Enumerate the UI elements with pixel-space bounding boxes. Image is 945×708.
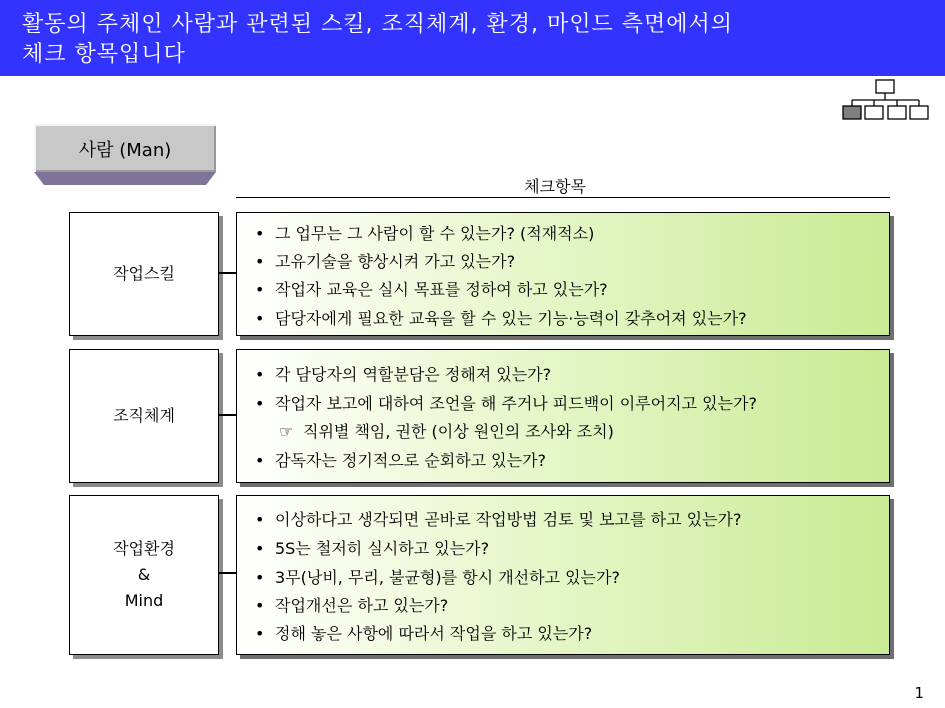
- list-item: • 감독자는 정기적으로 순회하고 있는가?: [255, 449, 546, 473]
- org-chart-icon: [842, 79, 930, 121]
- list-subitem: ☞ 직위별 책임, 권한 (이상 원인의 조사와 조치): [279, 420, 614, 444]
- connector-environment-mind: [219, 572, 236, 574]
- list-item: • 그 업무는 그 사람이 할 수 있는가? (적재적소): [255, 222, 594, 246]
- bullet: •: [255, 624, 265, 643]
- bullet: •: [255, 280, 265, 299]
- pointer-icon: ☞: [279, 422, 294, 441]
- list-item: • 작업개선은 하고 있는가?: [255, 594, 448, 618]
- list-item: • 고유기술을 향상시켜 가고 있는가?: [255, 250, 515, 274]
- bullet: •: [255, 451, 265, 470]
- category-environment-mind: [69, 495, 219, 655]
- category-organization-label: 조직체계: [113, 406, 175, 425]
- bullet: •: [255, 365, 265, 384]
- bullet: •: [255, 394, 265, 413]
- list-item: • 작업자 보고에 대하여 조언을 해 주거나 피드백이 이루어지고 있는가?: [255, 392, 757, 416]
- title-line-2: 체크 항목입니다: [22, 42, 186, 67]
- category-skill-label: 작업스킬: [113, 264, 175, 283]
- man-label-base: [34, 172, 216, 185]
- bullet: •: [255, 224, 265, 243]
- connector-skill: [219, 272, 236, 274]
- checklist-skill: [236, 212, 890, 336]
- category-organization: [69, 349, 219, 483]
- checklist-organization: [236, 349, 890, 483]
- check-header-underline: [236, 197, 890, 198]
- connector-organization: [219, 414, 236, 416]
- bullet: •: [255, 309, 265, 328]
- list-item: • 정해 놓은 사항에 따라서 작업을 하고 있는가?: [255, 622, 592, 646]
- bullet: •: [255, 539, 265, 558]
- list-item: • 이상하다고 생각되면 곧바로 작업방법 검토 및 보고를 하고 있는가?: [255, 508, 742, 532]
- man-label: 사람 (Man): [78, 140, 172, 161]
- category-environment-mind-label: 작업환경 & Mind: [113, 539, 175, 610]
- bullet: •: [255, 252, 265, 271]
- man-label-box: [34, 124, 216, 172]
- title-line-1: 활동의 주체인 사람과 관련된 스킬, 조직체계, 환경, 마인드 측면에서의: [22, 12, 733, 37]
- bullet: •: [255, 596, 265, 615]
- list-item: • 5S는 철저히 실시하고 있는가?: [255, 537, 489, 561]
- category-skill: [69, 212, 219, 336]
- slide-title: [22, 10, 922, 70]
- bullet: •: [255, 510, 265, 529]
- list-item: • 각 담당자의 역할분담은 정해져 있는가?: [255, 363, 551, 387]
- list-item: • 담당자에게 필요한 교육을 할 수 있는 기능·능력이 갖추어져 있는가?: [255, 307, 747, 331]
- checklist-environment-mind: [236, 495, 890, 655]
- title-bar: [0, 0, 945, 76]
- check-header: 체크항목: [524, 177, 586, 196]
- list-item: • 3무(낭비, 무리, 불균형)를 항시 개선하고 있는가?: [255, 566, 620, 590]
- list-item: • 작업자 교육은 실시 목표를 정하여 하고 있는가?: [255, 278, 608, 302]
- page-number: 1: [914, 684, 924, 702]
- bullet: •: [255, 568, 265, 587]
